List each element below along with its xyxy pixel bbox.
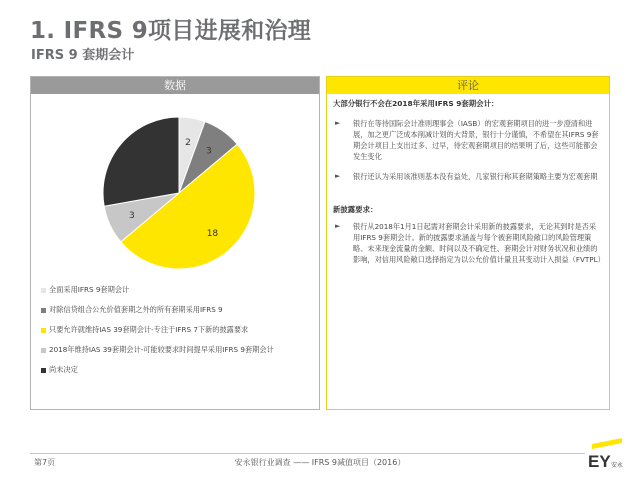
- legend-swatch: [41, 328, 46, 333]
- bullet-item: [333, 171, 603, 182]
- legend-label: 只要允许就维持IAS 39套期会计-专注于IFRS 7下新的披露要求: [49, 325, 249, 334]
- legend-swatch: [41, 288, 46, 293]
- legend-item: [41, 305, 223, 315]
- pie-slice-label: 3: [129, 210, 135, 221]
- bullet-arrow-icon: ►: [335, 172, 341, 180]
- bullet-text: 银行从2018年1月1日起需对套期会计采用新的披露要求，无论其到时是否采用IFRS 9套期会计。新的披露要求涵盖与每个被套期风险敞口的风险管理策略、未来现金流量的金额、时间以及不确定性、套期会计对财务状况和业绩的影响，对信用风险敞口选择指定为以公允价值计量且其变动计入损益（FVTPL）: [353, 222, 605, 264]
- logo-cn-text: 安永: [611, 462, 624, 469]
- legend-label: 全面采用IFRS 9套期会计: [49, 285, 130, 294]
- ey-logo: [574, 438, 630, 472]
- legend-item: [41, 285, 129, 295]
- footer-caption: 安永银行业调查 —— IFRS 9减值项目（2016）: [234, 458, 406, 467]
- legend-swatch: [41, 348, 46, 353]
- legend-swatch: [41, 368, 46, 373]
- comment-panel-heading: 评论: [327, 77, 609, 94]
- section-title-disclosure: 新披露要求：: [333, 205, 378, 214]
- pie-slice-label: 3: [205, 146, 212, 157]
- legend-item: [41, 345, 274, 355]
- pie-slice-label: 2: [185, 137, 191, 148]
- legend-item: [41, 325, 248, 335]
- bullet-arrow-icon: ►: [335, 222, 341, 230]
- data-panel-heading: 数据: [31, 77, 319, 94]
- page-title: 1. IFRS 9项目进展和治理: [30, 18, 312, 44]
- legend-label: 尚未决定: [49, 365, 78, 374]
- bullet-text: 银行在等待国际会计准则理事会（IASB）的宏观套期项目的进一步澄清和进展，加之更广泛成本削减计划的大背景，银行十分谨慎，不希望在其IFRS 9套期会计项目上支出过多、过早，待宏观套期项目的结果明了后，这些可能都会发生变化: [353, 119, 599, 161]
- page-subtitle: IFRS 9 套期会计: [31, 48, 135, 63]
- data-panel: [30, 76, 320, 410]
- bullet-item: [333, 221, 603, 265]
- bullet-item: [333, 118, 603, 162]
- bullet-text: 银行还认为采用该准则基本没有益处，几家银行称其套期策略主要为宏观套期: [353, 172, 598, 181]
- logo-text: EY: [588, 452, 611, 471]
- legend-swatch: [41, 308, 46, 313]
- comment-panel: [326, 76, 610, 410]
- bullet-arrow-icon: ►: [335, 119, 341, 127]
- pie-slice-label: 18: [206, 228, 219, 239]
- page-number: 第7页: [34, 458, 56, 467]
- pie-slice-label: 10: [133, 155, 145, 166]
- pie-chart: [89, 103, 269, 283]
- footer-divider: [30, 453, 585, 454]
- legend-item: [41, 365, 78, 375]
- legend-label: 2018年维持IAS 39套期会计-可能较要求时间提早采用IFRS 9套期会计: [49, 345, 274, 354]
- section-title-adoption: 大部分银行不会在2018年采用IFRS 9套期会计：: [333, 99, 499, 108]
- legend-label: 对除信贷组合公允价值套期之外的所有套期采用IFRS 9: [49, 305, 223, 314]
